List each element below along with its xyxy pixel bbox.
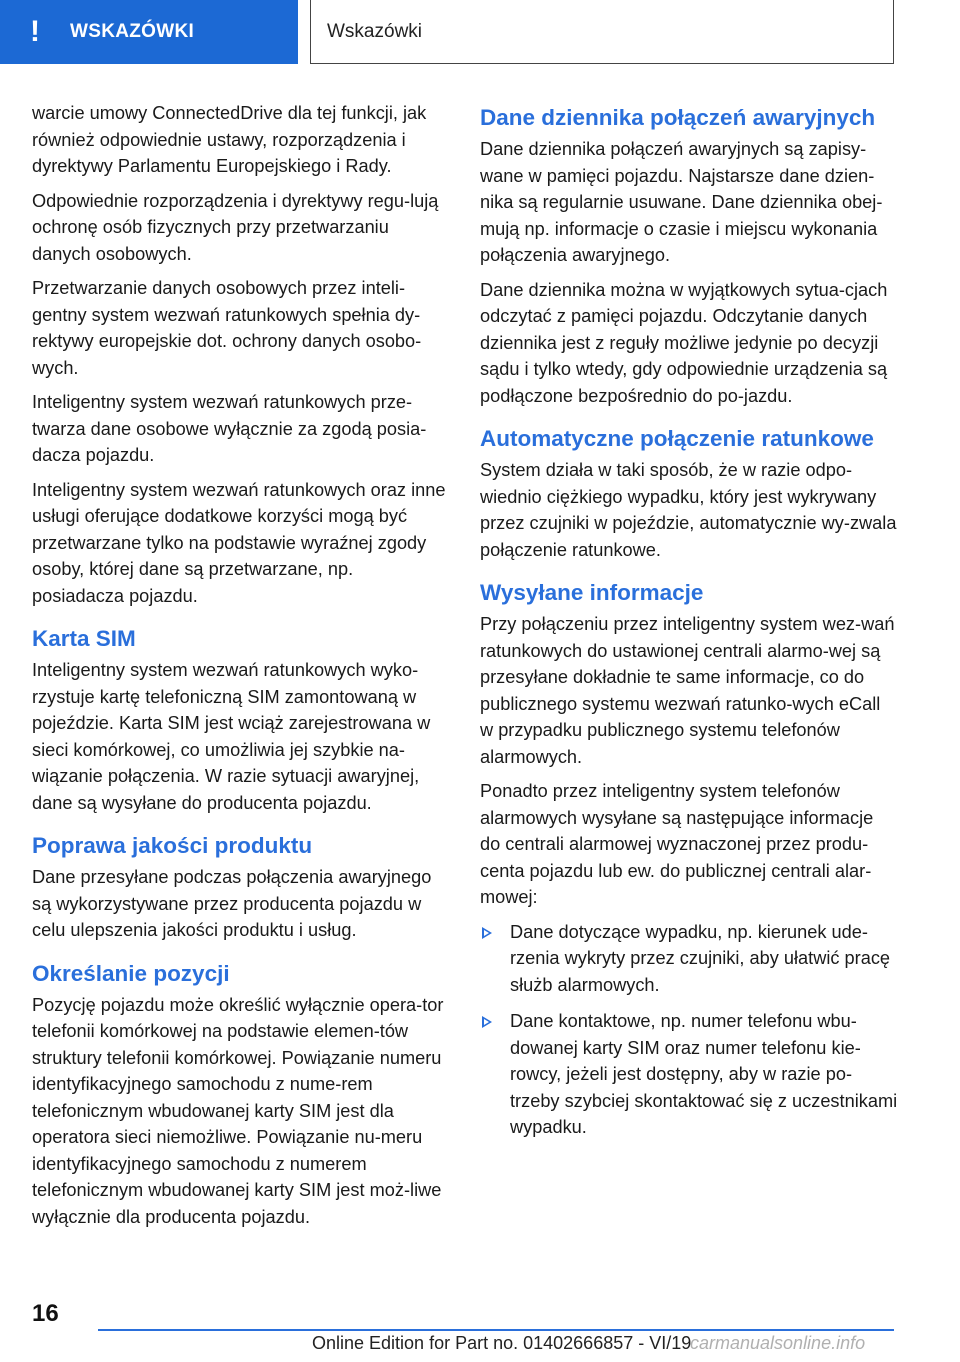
paragraph: Pozycję pojazdu może określić wyłącznie opera-tor telefonii komórkowej na podstawie elemen-tów struktury telefonii komórkowej. Powiązanie numeru identyfikacyjnego samochodu z nume-rem telefonicznym wbudowanej karty SIM jest dla operatora sieci niemożliwe. Powiązanie nu-meru identyfikacyjnego samochodu z numerem telefonicznym wbudowanej karty SIM jest moż-liwe wyłącznie dla producenta pojazdu. xyxy=(32,994,444,1227)
edition-text: Online Edition for Part no. 01402666857 - VI/19 xyxy=(312,1333,692,1353)
page-header-title: Wskazówki xyxy=(327,20,423,42)
heading-positioning: Określanie pozycji xyxy=(32,960,230,986)
heading-sent-information: Wysyłane informacje xyxy=(480,580,704,605)
paragraph: Inteligentny system wezwań ratunkowych oraz inne usługi oferujące dodatkowe korzyści mogą być przetwarzane tylko na podstawie wyraźnej zgody osoby, której dane są przetwarzane, np. posiadacza pojazdu. xyxy=(32,479,446,606)
triangle-bullet-icon xyxy=(482,1016,492,1028)
heading-product-quality: Poprawa jakości produktu xyxy=(32,833,313,858)
watermark-text: carmanualsonline.info xyxy=(690,1333,866,1353)
footer-divider xyxy=(98,1329,894,1331)
paragraph: Dane dziennika można w wyjątkowych sytua-cjach odczytać z pamięci pojazdu. Odczytanie danych dziennika jest z reguły możliwe jedynie po decyzji sądu i tylko wtedy, gdy odpowiednie urządzenia są podłączone bezpośrednio do po-jazdu. xyxy=(480,279,888,406)
page-number: 16 xyxy=(32,1300,59,1327)
left-column xyxy=(32,100,448,1238)
paragraph: warcie umowy ConnectedDrive dla tej funkcji, jak również odpowiednie ustawy, rozporządzenia i dyrektywy Parlamentu Europejskiego i Rady. xyxy=(32,103,427,176)
triangle-bullet-icon xyxy=(482,927,492,939)
paragraph: Przy połączeniu przez inteligentny system wez-wań ratunkowych do ustawionej centrali alarmo-wej są przesyłane dokładnie te same informacje, co do publicznego systemu wezwań ratunko-wych eCall w przypadku publicznego systemu telefonów alarmowych. xyxy=(480,614,895,767)
section-tab-label: WSKAZÓWKI xyxy=(70,21,195,42)
list-item-text: Dane kontaktowe, np. numer telefonu wbu-dowanej karty SIM oraz numer telefonu kie-rowcy, jeżeli jest dostępny, aby w razie po-trzeby szybciej skontaktować się z uczestnikami wypadku. xyxy=(510,1011,898,1137)
paragraph: Dane dziennika połączeń awaryjnych są zapisy-wane w pamięci pojazdu. Najstarsze dane dzien-nika są regularnie usuwane. Dane dziennika obej-mują np. informacje o czasie i miejscu wykonania połączenia awaryjnego. xyxy=(480,139,883,265)
heading-emergency-log: Dane dziennika połączeń awaryjnych xyxy=(480,105,876,130)
section-tab xyxy=(0,0,298,64)
info-bullet-list xyxy=(480,919,898,1141)
paragraph: Ponadto przez inteligentny system telefonów alarmowych wysyłane są następujące informacje do centrali alarmowej wyznaczonej przez produ-centa pojazdu lub ew. do publicznej centrali alar-mowej: xyxy=(480,781,874,907)
paragraph: Przetwarzanie danych osobowych przez inteli-gentny system wezwań ratunkowych spełnia dy-rektywy europejskie dot. ochrony danych osobo-wych. xyxy=(32,278,422,378)
list-item xyxy=(480,1008,898,1141)
heading-sim-card: Karta SIM xyxy=(32,626,136,651)
paragraph: Inteligentny system wezwań ratunkowych prze-twarza dane osobowe wyłącznie za zgodą posia-dacza pojazdu. xyxy=(32,392,427,465)
heading-automatic-call: Automatyczne połączenie ratunkowe xyxy=(480,426,874,451)
warning-icon: ! xyxy=(30,15,40,48)
page-header-box xyxy=(310,0,894,64)
list-item xyxy=(480,919,898,999)
list-item-text: Dane dotyczące wypadku, np. kierunek ude-rzenia wykryty przez czujniki, aby ułatwić pracę służb alarmowych. xyxy=(510,921,891,995)
paragraph: Odpowiednie rozporządzenia i dyrektywy regu-lują ochronę osób fizycznych przy przetwarzaniu danych osobowych. xyxy=(32,190,439,264)
paragraph: System działa w taki sposób, że w razie odpo-wiednio ciężkiego wypadku, który jest wykrywany przez czujniki w pojeździe, automatycznie wy-zwala połączenie ratunkowe. xyxy=(480,460,897,560)
paragraph: Dane przesyłane podczas połączenia awaryjnego są wykorzystywane przez producenta pojazdu w celu ulepszenia jakości produktu i usług. xyxy=(32,867,432,940)
right-column xyxy=(480,100,898,1151)
paragraph: Inteligentny system wezwań ratunkowych wyko-rzystuje kartę telefoniczną SIM zamontowaną w pojeździe. Karta SIM jest wciąż zarejestrowana w sieci komórkowej, co umożliwia jej szybkie na-wiązanie połączenia. W razie sytuacji awaryjnej, dane są wysyłane do producenta pojazdu. xyxy=(32,660,431,813)
